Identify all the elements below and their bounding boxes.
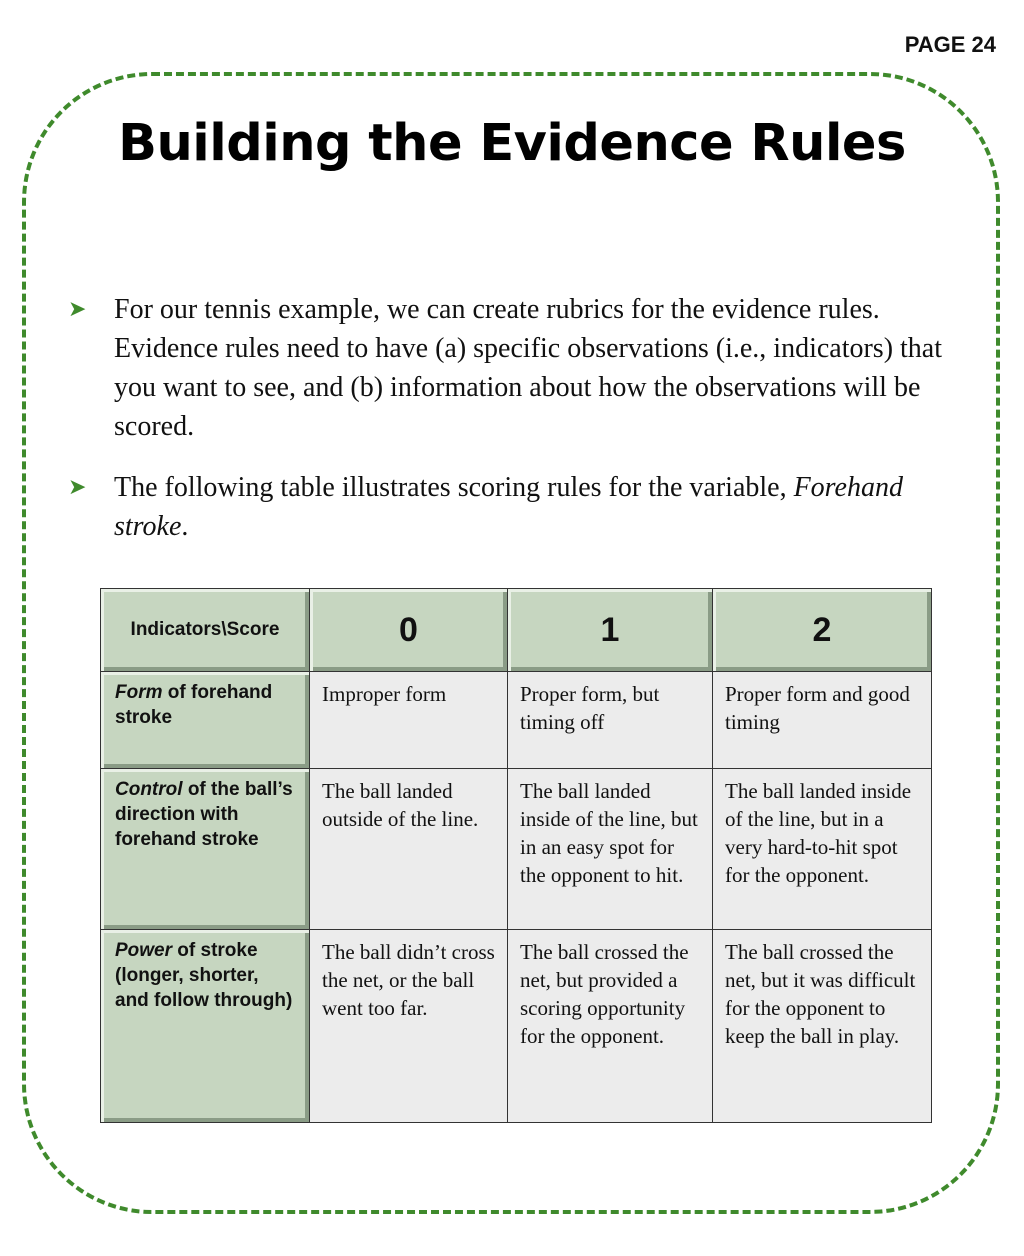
score-header: 0 [310,589,508,672]
score-cell: The ball landed outside of the line. [310,769,508,930]
indicator-cell [101,930,310,1123]
indicator-keyword: Control [115,779,183,800]
table-row [101,672,932,769]
variable-name: Forehand stroke [114,472,903,542]
score-cell: Proper form, but timing off [508,672,713,769]
table-row [101,930,932,1123]
indicator-text: of the ball’s direction with forehand stroke [115,779,293,850]
bullet-list [68,290,948,568]
indicator-cell [101,769,310,930]
page-title: Building the Evidence Rules [118,114,906,173]
rubric-table [100,588,932,1123]
table-header-row [101,589,932,672]
indicator-keyword: Power [115,940,173,961]
indicator-keyword: Form [115,682,163,703]
bullet-text: The following table illustrates scoring rules for the variable, [114,472,794,503]
page-number: PAGE 24 [904,32,996,57]
score-cell: The ball crossed the net, but it was difficult for the opponent to keep the ball in play. [713,930,932,1123]
bullet-item [68,290,948,446]
score-cell: The ball landed inside of the line, but in a very hard-to-hit spot for the opponent. [713,769,932,930]
table-row [101,769,932,930]
score-cell: The ball landed inside of the line, but in an easy spot for the opponent to hit. [508,769,713,930]
score-header: 1 [508,589,713,672]
arrow-bullet-icon: ➤ [68,475,87,500]
indicator-text: of stroke (longer, shorter, and follow through) [115,940,293,1011]
score-header: 2 [713,589,932,672]
bullet-text-end: . [181,511,189,542]
bullet-item [68,468,948,546]
bullet-text: For our tennis example, we can create rubrics for the evidence rules. Evidence rules need to have (a) specific observations (i.e., indicators) that you want to see, and (b) information about how the observations will be scored. [114,294,943,442]
score-cell: The ball didn’t cross the net, or the ball went too far. [310,930,508,1123]
indicator-text: of forehand stroke [115,682,273,728]
score-cell: Proper form and good timing [713,672,932,769]
arrow-bullet-icon: ➤ [68,297,87,322]
indicator-cell [101,672,310,769]
corner-header: Indicators\Score [101,589,310,672]
score-cell: The ball crossed the net, but provided a scoring opportunity for the opponent. [508,930,713,1123]
score-cell: Improper form [310,672,508,769]
